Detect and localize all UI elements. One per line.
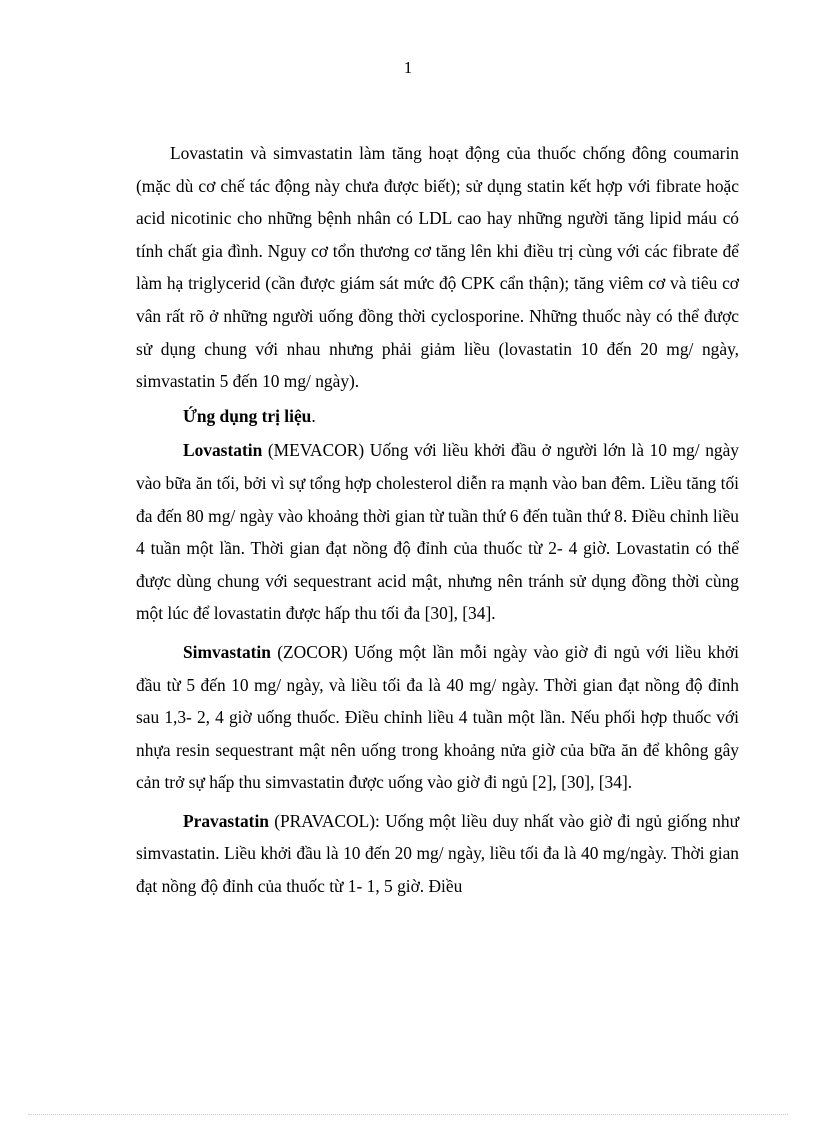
pravastatin-paragraph — [136, 805, 739, 903]
page-bottom-divider — [28, 1114, 788, 1115]
intro-paragraph: Lovastatin và simvastatin làm tăng hoạt động của thuốc chống đông coumarin (mặc dù cơ chế tác động này chưa được biết); sử dụng statin kết hợp với fibrate hoặc acid nicotinic cho những bệnh nhân có LDL cao hay những người tăng lipid máu có tính chất gia đình. Nguy cơ tổn thương cơ tăng lên khi điều trị cùng với các fibrate để làm hạ triglycerid (cần được giám sát mức độ CPK cẩn thận); tăng viêm cơ và tiêu cơ vân rất rõ ở những người uống đồng thời cyclosporine. Những thuốc này có thể được sử dụng chung với nhau nhưng phải giảm liều (lovastatin 10 đến 20 mg/ ngày, simvastatin 5 đến 10 mg/ ngày). — [136, 143, 739, 392]
lovastatin-paragraph — [136, 434, 739, 630]
simvastatin-paragraph — [136, 636, 739, 799]
section-heading-period: . — [311, 405, 316, 426]
document-body — [136, 137, 739, 903]
simvastatin-name: Simvastatin — [183, 641, 271, 662]
page-number: 1 — [403, 58, 413, 77]
section-heading-text: Ứng dụng trị liệu — [183, 405, 312, 426]
lovastatin-text: (MEVACOR) Uống với liều khởi đầu ở người lớn là 10 mg/ ngày vào bữa ăn tối, bởi vì sự tổng hợp cholesterol diễn ra mạnh vào ban đêm. Liều tăng tối đa đến 80 mg/ ngày vào khoảng thời gian từ tuần thứ 6 đến tuần thứ 8. Điều chỉnh liều 4 tuần một lần. Thời gian đạt nồng độ đỉnh của thuốc từ 2- 4 giờ. Lovastatin có thể được dùng chung với sequestrant acid mật, nhưng nên tránh sử dụng đồng thời cùng một lúc để lovastatin được hấp thu tối đa [30], [34]. — [136, 440, 739, 624]
simvastatin-text: (ZOCOR) Uống một lần mỗi ngày vào giờ đi ngủ với liều khởi đầu từ 5 đến 10 mg/ ngày, và liều tối đa là 40 mg/ ngày. Thời gian đạt nồng độ đỉnh sau 1,3- 2, 4 giờ uống thuốc. Điều chỉnh liều 4 tuần một lần. Nếu phối hợp thuốc với nhựa resin sequestrant mật nên uống trong khoảng nửa giờ của bữa ăn để không gây cản trở sự hấp thu simvastatin được uống vào giờ đi ngủ [2], [30], [34]. — [136, 641, 739, 793]
pravastatin-name: Pravastatin — [183, 810, 269, 831]
pravastatin-text: (PRAVACOL): Uống một liều duy nhất vào giờ đi ngủ giống như simvastatin. Liều khởi đầu là 10 đến 20 mg/ ngày, liều tối đa là 40 mg/ngày. Thời gian đạt nồng độ đỉnh của thuốc từ 1- 1, 5 giờ. Điều — [136, 810, 739, 897]
section-heading — [136, 400, 739, 433]
lovastatin-name: Lovastatin — [183, 440, 263, 461]
